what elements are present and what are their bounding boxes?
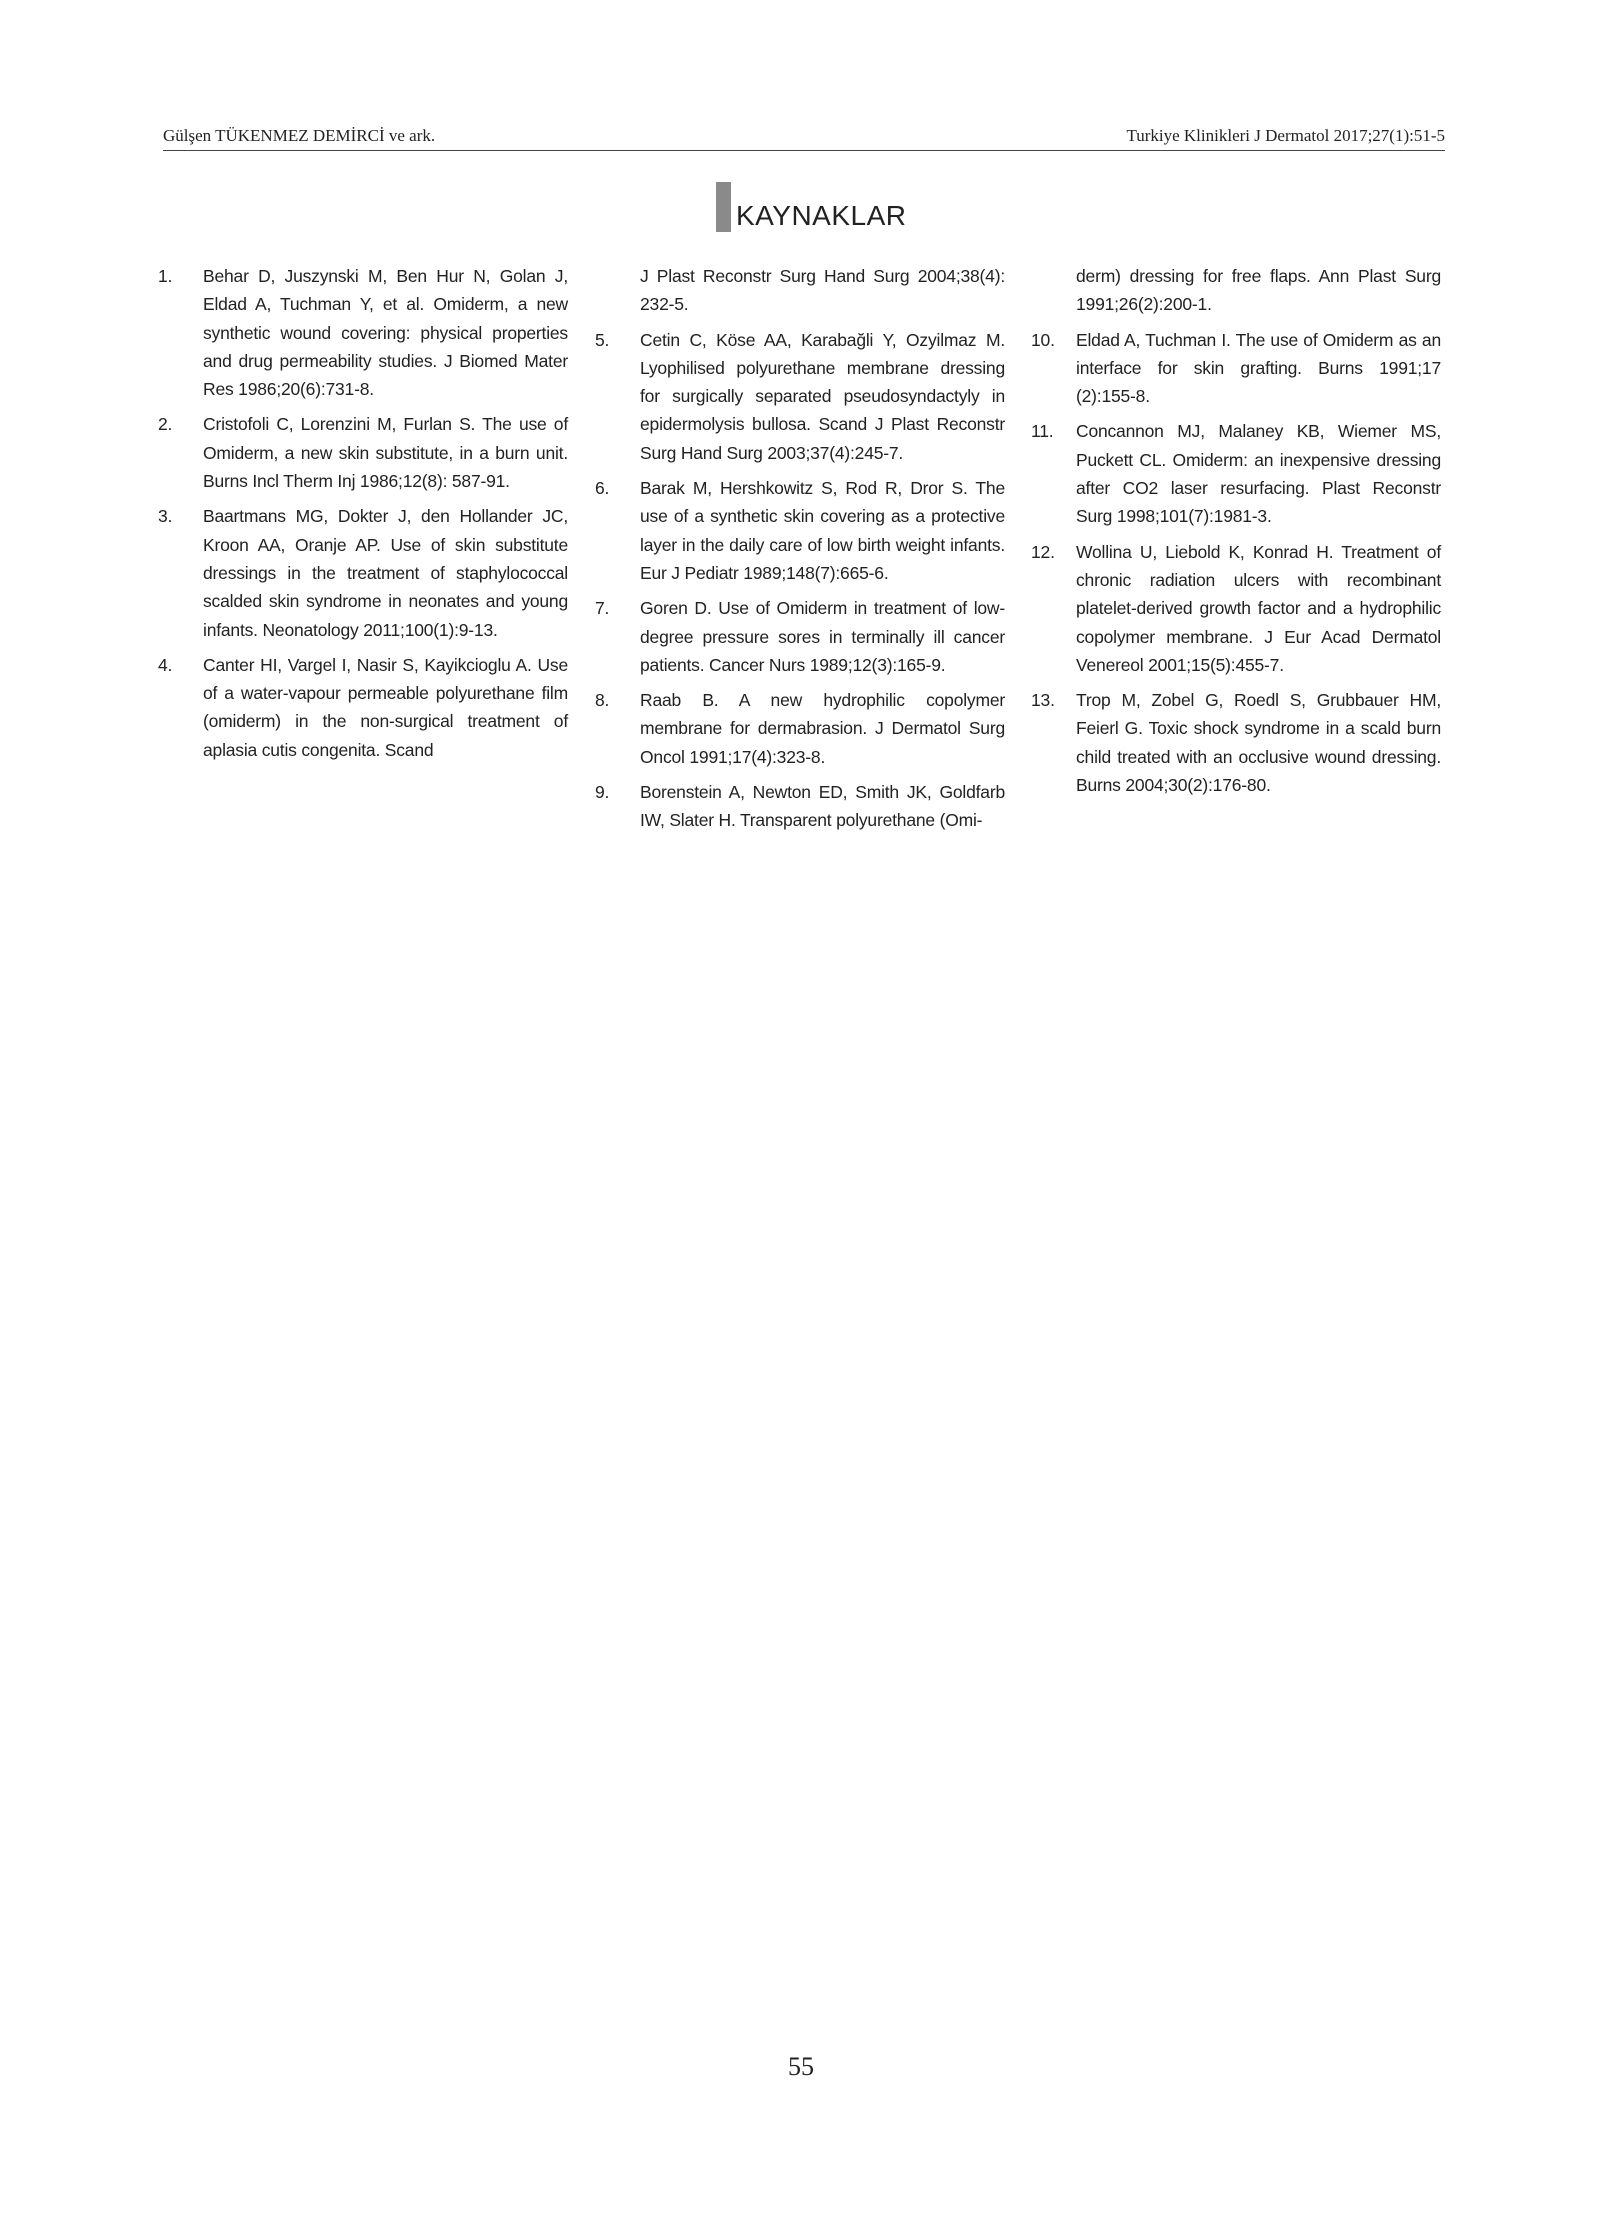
reference-number: 6.: [595, 478, 610, 499]
header-journal-citation: Turkiye Klinikleri J Dermatol 2017;27(1):51-5: [1126, 126, 1445, 145]
reference-text: Cetin C, Köse AA, Karabağli Y, Ozyilmaz M. Lyophilised polyurethane membrane dressing for surgically separated pseudosyndactyly in epidermolysis bullosa. Scand J Plast Reconstr Surg Hand Surg 2003;37(4):245-7.: [640, 329, 1005, 463]
references-column-1: [158, 262, 568, 771]
reference-text: Raab B. A new hydrophilic copolymer membrane for dermabrasion. J Dermatol Surg Oncol 1991;17(4):323-8.: [640, 690, 1005, 767]
reference-text: Borenstein A, Newton ED, Smith JK, Goldfarb IW, Slater H. Transparent polyurethane (Omi-: [640, 782, 1005, 831]
reference-number: 10.: [1031, 329, 1055, 350]
reference-item: [158, 651, 568, 764]
reference-item: [158, 262, 568, 403]
reference-text: Wollina U, Liebold K, Konrad H. Treatment of chronic radiation ulcers with recombinant platelet-derived growth factor and a hydrophilic copolymer membrane. J Eur Acad Dermatol Venereol 2001;15(5):455-7.: [1076, 541, 1441, 675]
reference-item: [158, 410, 568, 495]
reference-text: Trop M, Zobel G, Roedl S, Grubbauer HM, Feierl G. Toxic shock syndrome in a scald burn child treated with an occlusive wound dressing. Burns 2004;30(2):176-80.: [1076, 690, 1441, 796]
reference-number: 2.: [158, 414, 173, 435]
reference-text: Behar D, Juszynski M, Ben Hur N, Golan J, Eldad A, Tuchman Y, et al. Omiderm, a new synthetic wound covering: physical properties and drug permeability studies. J Biomed Mater Res 1986;20(6):731-8.: [203, 266, 568, 400]
reference-number: 8.: [595, 690, 610, 711]
references-column-3: [1031, 262, 1441, 806]
reference-text: Cristofoli C, Lorenzini M, Furlan S. The use of Omiderm, a new skin substitute, in a burn unit. Burns Incl Therm Inj 1986;12(8): 587-91.: [203, 414, 568, 492]
reference-number: 4.: [158, 654, 173, 675]
reference-item: [1031, 686, 1441, 799]
reference-number: 1.: [158, 266, 173, 286]
section-title: KAYNAKLAR: [736, 200, 907, 231]
reference-number: 5.: [595, 329, 610, 350]
reference-item: [595, 594, 1005, 679]
reference-text: Goren D. Use of Omiderm in treatment of low-degree pressure sores in terminally ill cancer patients. Cancer Nurs 1989;12(3):165-9.: [640, 598, 1005, 675]
header-authors: Gülşen TÜKENMEZ DEMİRCİ ve ark.: [163, 126, 436, 145]
heading-bar-marker: [716, 182, 731, 232]
reference-text: Baartmans MG, Dokter J, den Hollander JC, Kroon AA, Oranje AP. Use of skin substitute dressings in the treatment of staphylococcal scalded skin syndrome in neonates and young infants. Neonatology 2011;100(1):9-13.: [203, 506, 568, 640]
reference-item: [1031, 417, 1441, 530]
reference-text: Barak M, Hershkowitz S, Rod R, Dror S. The use of a synthetic skin covering as a protective layer in the daily care of low birth weight infants. Eur J Pediatr 1989;148(7):665-6.: [640, 478, 1005, 583]
reference-text: Eldad A, Tuchman I. The use of Omiderm as an interface for skin grafting. Burns 1991;17 (2):155-8.: [1076, 329, 1441, 407]
reference-number: 11.: [1031, 421, 1054, 442]
reference-number: 13.: [1031, 690, 1055, 711]
references-column-2: [595, 262, 1005, 842]
reference-item: [1031, 538, 1441, 679]
page-number: 55: [788, 2052, 814, 2081]
reference-number: 9.: [595, 782, 610, 803]
reference-text: Concannon MJ, Malaney KB, Wiemer MS, Puckett CL. Omiderm: an inexpensive dressing after CO2 laser resurfacing. Plast Reconstr Surg 1998;101(7):1981-3.: [1076, 421, 1441, 527]
reference-item: [595, 326, 1005, 467]
reference-item: [595, 686, 1005, 771]
reference-continuation: J Plast Reconstr Surg Hand Surg 2004;38(4): 232-5.: [640, 266, 1005, 315]
reference-number: 7.: [595, 598, 610, 619]
reference-number: 3.: [158, 506, 173, 527]
reference-item: [595, 778, 1005, 835]
reference-item: [595, 474, 1005, 587]
reference-item: [158, 502, 568, 643]
running-header: [163, 124, 1445, 151]
reference-number: 12.: [1031, 541, 1055, 562]
section-heading: [716, 182, 907, 232]
reference-text: Canter HI, Vargel I, Nasir S, Kayikcioglu A. Use of a water-vapour permeable polyurethane film (omiderm) in the non-surgical treatment of aplasia cutis congenita. Scand: [203, 654, 568, 760]
reference-continuation: derm) dressing for free flaps. Ann Plast Surg 1991;26(2):200-1.: [1076, 266, 1441, 315]
reference-item: [1031, 326, 1441, 411]
